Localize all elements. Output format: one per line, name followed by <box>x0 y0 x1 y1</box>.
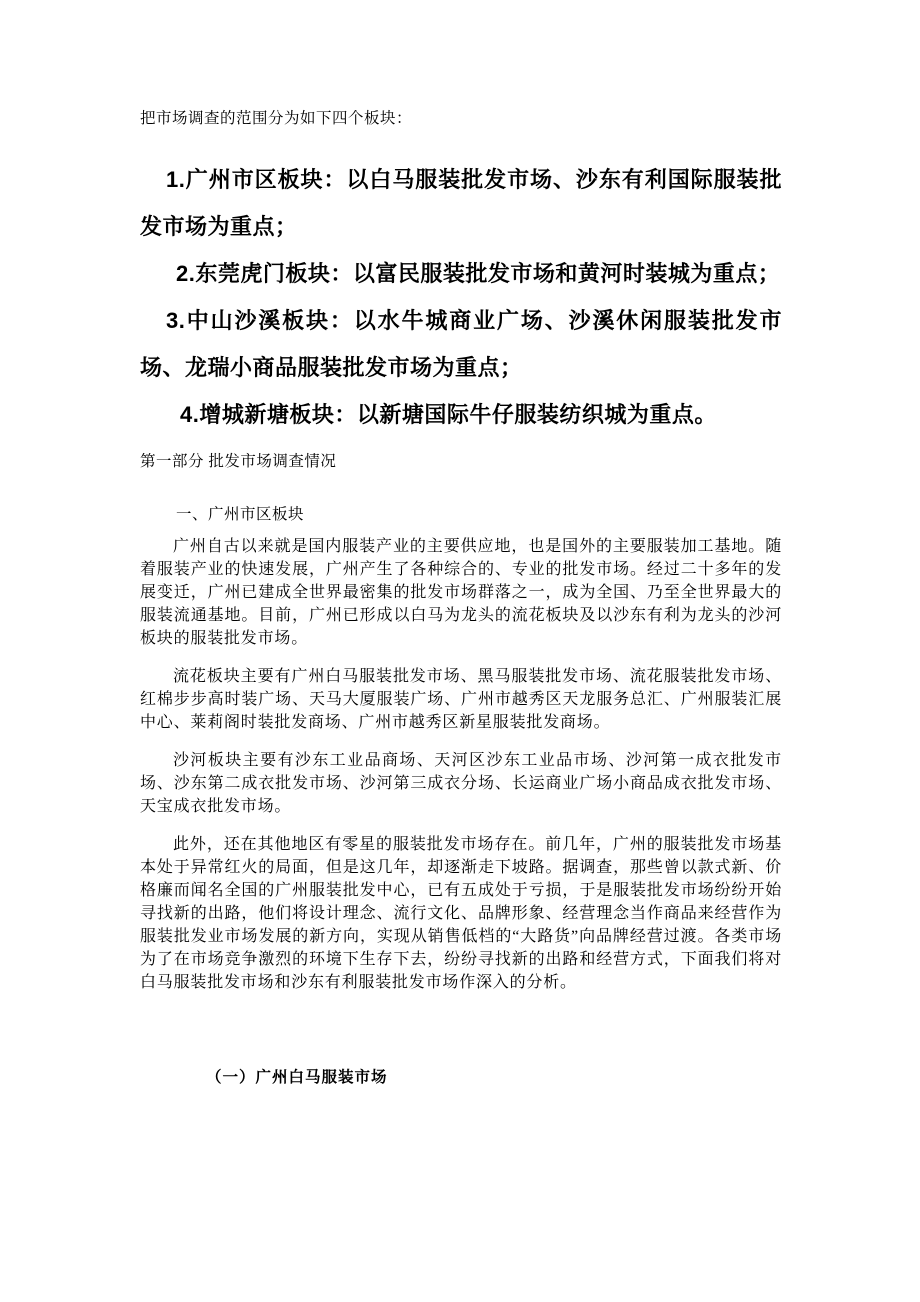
numbered-heading-2: 2.东莞虎门板块：以富民服装批发市场和黄河时装城为重点； <box>176 261 781 286</box>
subsection-title: （一）广州白马服装市场 <box>206 1069 388 1086</box>
paragraph: 流花板块主要有广州白马服装批发市场、黑马服装批发市场、流花服装批发市场、红棉步步高时装广场、天马大厦服装广场、广州市越秀区天龙服务总汇、广州服装汇展中心、莱莉阁时装批发商场、广州市越秀区新星服装批发商场。 <box>140 668 782 731</box>
paragraph: 此外，还在其他地区有零星的服装批发市场存在。前几年，广州的服装批发市场基本处于异常红火的局面，但是这几年，却逐渐走下坡路。据调查，那些曾以款式新、价格廉而闻名全国的广州服装批发中心，已有五成处于亏损，于是服装批发市场纷纷开始寻找新的出路，他们将设计理念、流行文化、品牌形象、经营理念当作商品来经营作为服装批发业市场发展的新方向，实现从销售低档的“大路货”向品牌经营过渡。各类市场为了在市场竞争激烈的环境下生存下去，纷纷寻找新的出路和经营方式，下面我们将对白马服装批发市场和沙东有利服装批发市场作深入的分析。 <box>140 836 782 991</box>
paragraph: 广州自古以来就是国内服装产业的主要供应地，也是国外的主要服装加工基地。随着服装产业的快速发展，广州产生了各种综合的、专业的批发市场。经过二十多年的发展变迁，广州已建成全世界最密集的批发市场群落之一，成为全国、乃至全世界最大的服装流通基地。目前，广州已形成以白马为龙头的流花板块及以沙东有利为龙头的沙河板块的服装批发市场。 <box>140 538 782 647</box>
numbered-heading-3: 3.中山沙溪板块：以水牛城商业广场、沙溪休闲服装批发市场、龙瑞小商品服装批发市场为重点； <box>140 308 782 380</box>
paragraph: 沙河板块主要有沙东工业品商场、天河区沙东工业品市场、沙河第一成衣批发市场、沙东第二成衣批发市场、沙河第三成衣分场、长运商业广场小商品成衣批发市场、天宝成衣批发市场。 <box>140 752 782 815</box>
numbered-heading-1: 1.广州市区板块：以白马服装批发市场、沙东有利国际服装批发市场为重点； <box>140 167 782 239</box>
part-title: 第一部分 批发市场调查情况 <box>140 453 337 470</box>
numbered-headings <box>140 156 782 438</box>
intro-line: 把市场调查的范围分为如下四个板块： <box>140 110 413 127</box>
numbered-heading-4: 4.增城新塘板块：以新塘国际牛仔服装纺织城为重点。 <box>180 402 717 427</box>
section-title: 一、广州市区板块 <box>176 506 305 523</box>
